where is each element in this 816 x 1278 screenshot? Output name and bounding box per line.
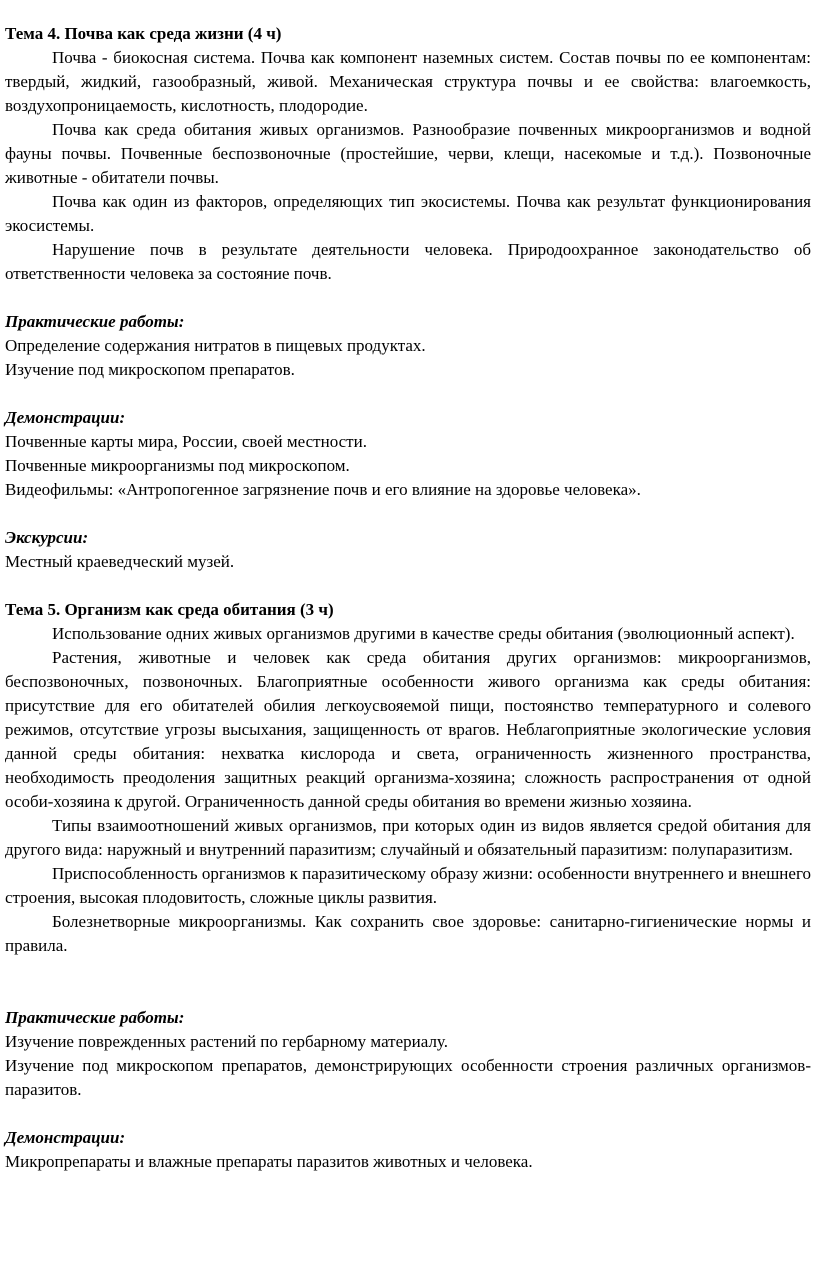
paragraph: Типы взаимоотношений живых организмов, при которых один из видов является средой обитания для другого вида: наружный и внутренний паразитизм; случайный и обязательный паразитизм: полупаразитизм. [5, 816, 811, 859]
paragraph: Нарушение почв в результате деятельности человека. Природоохранное законодательство об ответственности человека за состояние почв. [5, 240, 811, 283]
blank-line [5, 574, 811, 598]
section-subheading: Демонстрации: [5, 408, 126, 427]
paragraph: Почва как один из факторов, определяющих тип экосистемы. Почва как результат функционирования экосистемы. [5, 192, 811, 235]
section-subheading: Практические работы: [5, 1008, 185, 1027]
paragraph: Микропрепараты и влажные препараты паразитов животных и человека. [5, 1152, 533, 1171]
section-subheading: Экскурсии: [5, 528, 89, 547]
section-subheading: Демонстрации: [5, 1128, 126, 1147]
paragraph: Почвенные карты мира, России, своей местности. [5, 432, 367, 451]
theme-heading: Тема 5. Организм как среда обитания (3 ч) [5, 600, 334, 619]
paragraph: Местный краеведческий музей. [5, 552, 235, 571]
paragraph: Приспособленность организмов к паразитическому образу жизни: особенности внутреннего и внешнего строения, высокая плодовитость, сложные циклы развития. [5, 864, 811, 907]
blank-line [5, 382, 811, 406]
blank-line [5, 1102, 811, 1126]
blank-line [5, 502, 811, 526]
paragraph: Почва как среда обитания живых организмов. Разнообразие почвенных микроорганизмов и водной фауны почвы. Почвенные беспозвоночные (простейшие, черви, клещи, насекомые и т.д.). Позвоночные животные - обитатели почвы. [5, 120, 811, 187]
blank-line [5, 958, 811, 1006]
paragraph: Изучение под микроскопом препаратов. [5, 360, 295, 379]
paragraph: Изучение под микроскопом препаратов, демонстрирующих особенности строения различных организмов-паразитов. [5, 1056, 811, 1099]
paragraph: Видеофильмы: «Антропогенное загрязнение почв и его влияние на здоровье человека». [5, 480, 641, 499]
section-subheading: Практические работы: [5, 312, 185, 331]
paragraph: Болезнетворные микроорганизмы. Как сохранить свое здоровье: санитарно-гигиенические нормы и правила. [5, 912, 811, 955]
document-body [5, 22, 811, 1174]
paragraph: Изучение поврежденных растений по гербарному материалу. [5, 1032, 448, 1051]
paragraph: Почва - биокосная система. Почва как компонент наземных систем. Состав почвы по ее компонентам: твердый, жидкий, газообразный, живой. Механическая структура почвы и ее свойства: влагоемкость, воздухопроницаемость, кислотность, плодородие. [5, 48, 811, 115]
paragraph: Почвенные микроорганизмы под микроскопом. [5, 456, 350, 475]
paragraph: Растения, животные и человек как среда обитания других организмов: микроорганизмов, беспозвоночных, позвоночных. Благоприятные особенности живого организма как среды обитания: присутствие для его обитателей обилия легкоусвояемой пищи, постоянство температурного и солевого режимов, отсутствие угрозы высыхания, защищенность от врагов. Неблагоприятные экологические условия данной среды обитания: нехватка кислорода и света, ограниченность жизненного пространства, необходимость преодоления защитных реакций организма-хозяина; сложность распространения от одной особи-хозяина к другой. Ограниченность данной среды обитания во времени жизнью хозяина. [5, 648, 811, 811]
blank-line [5, 286, 811, 310]
paragraph: Определение содержания нитратов в пищевых продуктах. [5, 336, 426, 355]
paragraph: Использование одних живых организмов другими в качестве среды обитания (эволюционный аспект). [52, 624, 795, 643]
theme-heading: Тема 4. Почва как среда жизни (4 ч) [5, 24, 282, 43]
